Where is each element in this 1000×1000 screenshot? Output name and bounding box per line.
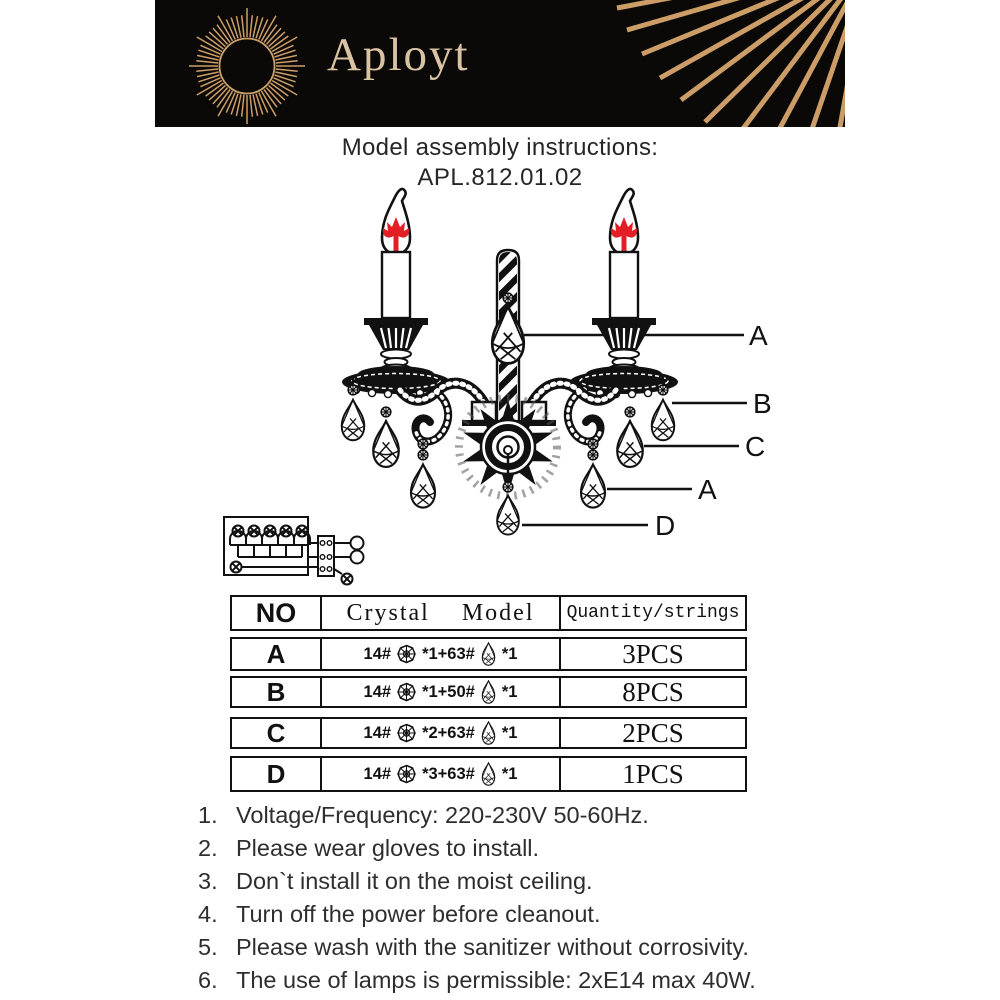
crystal-count-text: *1+63#: [422, 644, 475, 663]
callout-label-d: D: [655, 510, 676, 541]
left-candle: [342, 189, 450, 398]
list-item-number: 4.: [198, 901, 218, 927]
list-item-number: 1.: [198, 802, 218, 828]
crystal-drop-d: [497, 482, 519, 534]
table-header-row: [230, 595, 747, 631]
crystal-model-cell: [320, 678, 561, 706]
crystal-size-text: 14#: [363, 682, 392, 701]
row-label: A: [266, 638, 286, 669]
list-item: [198, 865, 858, 898]
list-item: [198, 799, 858, 832]
crystal-count-text: *1: [501, 723, 518, 742]
callout-label-a1: A: [749, 320, 768, 351]
table-row: [230, 676, 747, 708]
crystal-count-text: *1+50#: [422, 682, 475, 701]
list-item-text: Please wash with the sanitizer without corrosivity.: [236, 934, 749, 960]
instruction-list: [198, 799, 858, 997]
octagon-crystal-icon: [396, 644, 417, 664]
crystal-count-text: *1: [501, 644, 518, 663]
brand-wordmark: Aployt: [327, 29, 470, 81]
list-item-number: 5.: [198, 934, 218, 960]
list-item-text: Turn off the power before cleanout.: [236, 901, 601, 927]
crystal-drop-c-left: [373, 407, 399, 467]
crystal-parts-table: [230, 595, 747, 792]
crystal-drop-a-right: [581, 439, 605, 507]
crystal-count-text: *1: [501, 764, 518, 783]
crystal-size-text: 14#: [363, 723, 392, 742]
list-item-number: 3.: [198, 868, 218, 894]
list-item-text: The use of lamps is permissible: 2xE14 max 40W.: [236, 967, 756, 993]
model-number: APL.812.01.02: [417, 164, 583, 191]
table-row: [230, 717, 747, 749]
teardrop-crystal-icon: [480, 721, 497, 745]
list-item-text: Don`t install it on the moist ceiling.: [236, 868, 593, 894]
callout-label-c: C: [745, 431, 766, 462]
table-row: [230, 756, 747, 792]
crystal-drop-c-right: [617, 407, 643, 467]
row-label: D: [266, 758, 286, 789]
list-item: [198, 931, 858, 964]
crystal-model-cell: [320, 639, 561, 669]
callout-label-b: B: [753, 388, 772, 419]
column-header-crystal-model: Crystal Model: [320, 597, 561, 629]
list-item-number: 6.: [198, 967, 218, 993]
wiring-schematic: [224, 517, 364, 585]
list-item-text: Please wear gloves to install.: [236, 835, 540, 861]
list-item-text: Voltage/Frequency: 220-230V 50-60Hz.: [236, 802, 649, 828]
teardrop-crystal-icon: [480, 680, 497, 704]
callout-label-a2: A: [698, 474, 717, 505]
list-item-number: 2.: [198, 835, 218, 861]
crystal-model-cell: [320, 758, 561, 790]
list-item: [198, 964, 858, 997]
crystal-drop-a-left: [411, 439, 435, 507]
crystal-size-text: 14#: [363, 764, 392, 783]
quantity-cell: 2PCS: [622, 717, 684, 748]
page-title: Model assembly instructions:: [341, 134, 659, 161]
quantity-cell: 1PCS: [622, 758, 684, 789]
table-row: [230, 637, 747, 671]
column-header-quantity: Quantity/strings: [566, 603, 740, 623]
column-header-no: NO: [255, 597, 297, 628]
octagon-crystal-icon: [396, 723, 417, 743]
crystal-count-text: *1: [501, 682, 518, 701]
crystal-size-text: 14#: [363, 644, 392, 663]
list-item: [198, 898, 858, 931]
row-label: C: [266, 717, 286, 748]
teardrop-crystal-icon: [480, 642, 497, 666]
row-label: B: [266, 676, 286, 707]
quantity-cell: 3PCS: [622, 638, 684, 669]
crystal-count-text: *3+63#: [422, 764, 475, 783]
right-candle: [570, 189, 678, 398]
octagon-crystal-icon: [396, 682, 417, 702]
octagon-crystal-icon: [396, 764, 417, 784]
quantity-cell: 8PCS: [622, 676, 684, 707]
list-item: [198, 832, 858, 865]
crystal-model-cell: [320, 719, 561, 747]
crystal-count-text: *2+63#: [422, 723, 475, 742]
teardrop-crystal-icon: [480, 762, 497, 786]
